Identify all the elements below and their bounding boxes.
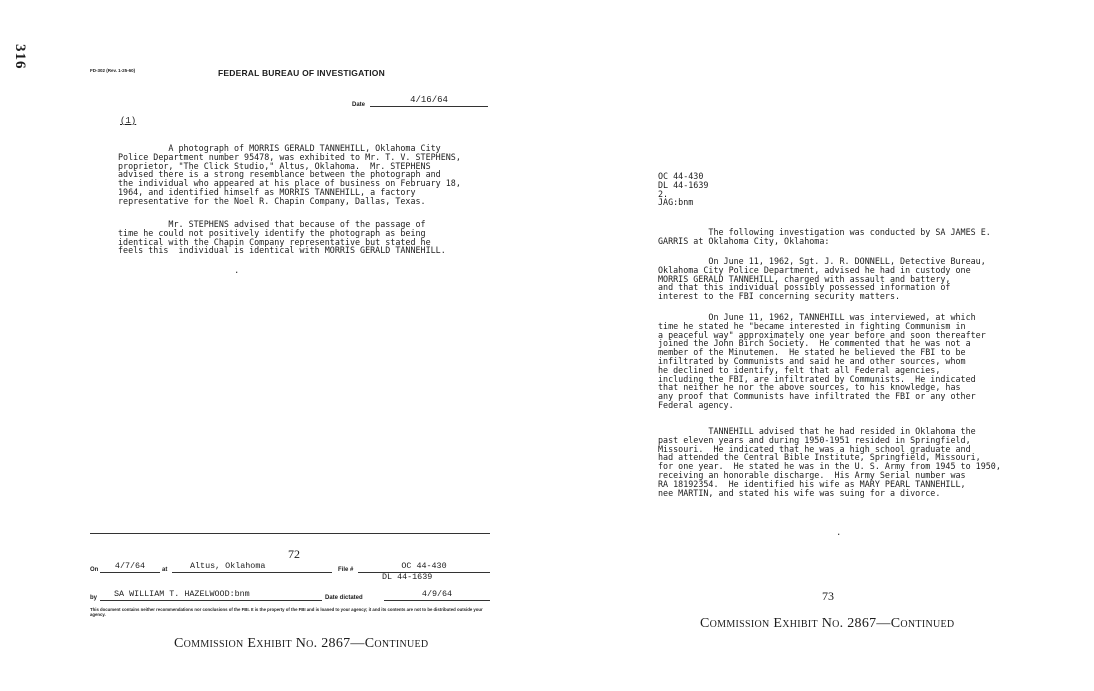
right-paragraph-1: On June 11, 1962, Sgt. J. R. DONNELL, Detective Bureau, Oklahoma City Police Department, advised he had in custody one MORRIS GERALD TANNEHILL, charged with assault and battery, and that this individual possibly possessed information of interest to the FBI concerning security matters. — [658, 256, 986, 302]
page-number: 316 — [12, 44, 28, 70]
date-value: 4/16/64 — [370, 95, 488, 107]
file-value-1: OC 44-430 — [358, 561, 490, 573]
dictated-label: Date dictated — [325, 595, 363, 601]
at-value: Altus, Oklahoma — [172, 561, 332, 573]
left-paragraph-2: Mr. STEPHENS advised that because of the passage of time he could not positively identify the photograph as being identical with the Chapin Company representative but stated he feels this individual is identical with MORRIS GERALD TANNEHILL. — [118, 219, 446, 256]
right-intro: The following investigation was conducted by SA JAMES E. GARRIS at Oklahoma City, Oklahoma: — [658, 227, 991, 246]
file-references: OC 44-430 DL 44-1639 2. JAG:bnm — [658, 171, 709, 208]
date-label: Date — [352, 102, 366, 108]
left-caption: Commission Exhibit No. 2867—Continued — [174, 636, 429, 651]
footer-divider — [90, 533, 490, 534]
disclaimer: This document contains neither recommendations nor conclusions of the FBI. It is the property of the FBI and is loaned to your agency; it and its contents are not to be distributed outside your agency. — [90, 607, 483, 617]
section-marker: (1) — [120, 116, 137, 126]
right-paragraph-2: On June 11, 1962, TANNEHILL was interviewed, at which time he stated he "became interested in fighting Communism in a peaceful way" approximately one year before and soon thereafter joined the John Birch Society. He commented that he was not a member of the Minutemen. He stated he believed the FBI to be infiltrated by Communists and said he and other sources, whom he declined to identify, felt that all Federal agencies, including the FBI, are infiltrated by Communists. He indicated that neither he nor the above sources, to his knowledge, has any proof that Communists have infiltrated the FBI or any other Federal agency. — [658, 312, 986, 410]
on-value: 4/7/64 — [100, 561, 160, 573]
file-value-2: DL 44-1639 — [382, 572, 433, 582]
left-paragraph-1: A photograph of MORRIS GERALD TANNEHILL, Oklahoma City Police Department number 95478, was exhibited to Mr. T. V. STEPHENS, proprietor, "The Click Studio," Altus, Oklahoma. Mr. STEPHENS advised there is a strong resemblance between the photograph and the individual who appeared at his place of business on February 18, 1964, and identified himself as MORRIS TANNEHILL, a factory representative for the Noel R. Chapin Company, Dallas, Texas. — [118, 143, 461, 206]
by-label: by — [90, 595, 98, 601]
stray-dot-right: · — [836, 530, 842, 540]
right-caption: Commission Exhibit No. 2867—Continued — [700, 616, 955, 631]
on-label: On — [90, 567, 99, 573]
dictated-value: 4/9/64 — [384, 589, 490, 601]
agency-header: FEDERAL BUREAU OF INVESTIGATION — [218, 68, 385, 78]
form-number: FD-302 (Rev. 1-25-60) — [90, 68, 136, 73]
right-paragraph-3: TANNEHILL advised that he had resided in Oklahoma the past eleven years and during 1950-1951 resided in Springfield, Missouri. He indicated that he was a high school graduate and had attended the Central Bible Institute, Springfield, Missouri, for one year. He stated he was in the U. S. Army from 1945 to 1950, receiving an honorable discharge. His Army Serial number was RA 18192354. He identified his wife as MARY PEARL TANNEHILL, nee MARTIN, and stated his wife was suing for a divorce. — [658, 426, 1001, 498]
page-center-number: 72 — [288, 547, 300, 561]
at-label: at — [162, 567, 168, 573]
file-label: File # — [338, 567, 354, 573]
right-page-center-number: 73 — [822, 589, 834, 603]
stray-dot: · — [234, 268, 240, 278]
by-value: SA WILLIAM T. HAZELWOOD:bnm — [100, 589, 322, 601]
